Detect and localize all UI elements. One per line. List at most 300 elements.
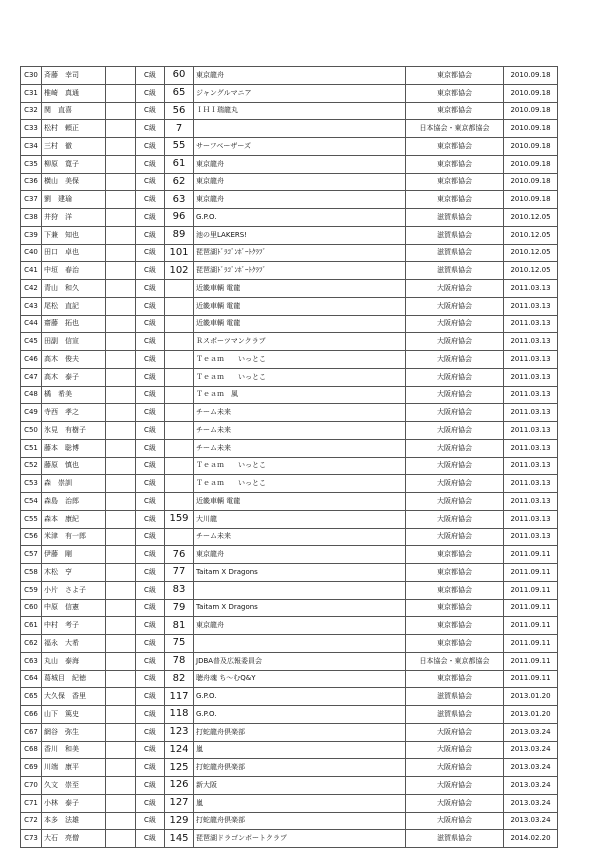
- association-cell: 東京都協会: [406, 84, 504, 102]
- association-cell: 東京都協会: [406, 617, 504, 635]
- date-cell: 2011.03.13: [504, 422, 558, 440]
- row-id-cell: C63: [21, 652, 42, 670]
- blank-cell: [106, 546, 136, 564]
- association-cell: 大阪府協会: [406, 315, 504, 333]
- row-id-cell: C61: [21, 617, 42, 635]
- team-cell: 嵐: [194, 741, 406, 759]
- row-id-cell: C38: [21, 209, 42, 227]
- date-cell: 2013.03.24: [504, 812, 558, 830]
- team-cell: 近畿車輌 電龍: [194, 297, 406, 315]
- association-cell: 滋賀県協会: [406, 830, 504, 848]
- name-cell: 小片 さよ子: [42, 581, 106, 599]
- name-cell: 大石 亮僧: [42, 830, 106, 848]
- name-cell: 本多 法雄: [42, 812, 106, 830]
- table-row: [21, 244, 558, 262]
- number-cell: [165, 297, 194, 315]
- row-id-cell: C72: [21, 812, 42, 830]
- association-cell: 大阪府協会: [406, 723, 504, 741]
- blank-cell: [106, 617, 136, 635]
- table-row: [21, 528, 558, 546]
- blank-cell: [106, 812, 136, 830]
- table-row: [21, 706, 558, 724]
- date-cell: 2010.12.05: [504, 226, 558, 244]
- association-cell: 東京都協会: [406, 564, 504, 582]
- date-cell: 2010.09.18: [504, 84, 558, 102]
- name-cell: 網谷 弥生: [42, 723, 106, 741]
- association-cell: 東京都協会: [406, 635, 504, 653]
- row-id-cell: C57: [21, 546, 42, 564]
- number-cell: 96: [165, 209, 194, 227]
- name-cell: 藤本 聡博: [42, 439, 106, 457]
- date-cell: 2014.02.20: [504, 830, 558, 848]
- referee-roster-table: [20, 66, 558, 848]
- association-cell: 大阪府協会: [406, 439, 504, 457]
- table-row: [21, 741, 558, 759]
- date-cell: 2010.09.18: [504, 191, 558, 209]
- grade-cell: C級: [136, 155, 165, 173]
- team-cell: 東京龍舟: [194, 155, 406, 173]
- name-cell: 木松 亨: [42, 564, 106, 582]
- grade-cell: C級: [136, 723, 165, 741]
- blank-cell: [106, 422, 136, 440]
- grade-cell: C級: [136, 191, 165, 209]
- table-row: [21, 439, 558, 457]
- association-cell: 東京都協会: [406, 581, 504, 599]
- grade-cell: C級: [136, 209, 165, 227]
- grade-cell: C級: [136, 297, 165, 315]
- number-cell: [165, 280, 194, 298]
- row-id-cell: C39: [21, 226, 42, 244]
- row-id-cell: C58: [21, 564, 42, 582]
- name-cell: 伊藤 剛: [42, 546, 106, 564]
- association-cell: 大阪府協会: [406, 741, 504, 759]
- name-cell: 小林 泰子: [42, 794, 106, 812]
- row-id-cell: C55: [21, 510, 42, 528]
- table-body: [21, 67, 558, 848]
- date-cell: 2011.09.11: [504, 652, 558, 670]
- team-cell: 東京龍舟: [194, 191, 406, 209]
- table-row: [21, 67, 558, 85]
- team-cell: 近畿車輌 電龍: [194, 280, 406, 298]
- table-row: [21, 84, 558, 102]
- blank-cell: [106, 386, 136, 404]
- table-row: [21, 351, 558, 369]
- date-cell: 2010.09.18: [504, 138, 558, 156]
- team-cell: 東京龍舟: [194, 546, 406, 564]
- date-cell: 2010.09.18: [504, 173, 558, 191]
- team-cell: Ｒスポーツマンクラブ: [194, 333, 406, 351]
- row-id-cell: C65: [21, 688, 42, 706]
- row-id-cell: C73: [21, 830, 42, 848]
- row-id-cell: C53: [21, 475, 42, 493]
- row-id-cell: C51: [21, 439, 42, 457]
- blank-cell: [106, 67, 136, 85]
- date-cell: 2011.03.13: [504, 510, 558, 528]
- grade-cell: C級: [136, 138, 165, 156]
- date-cell: 2011.03.13: [504, 297, 558, 315]
- team-cell: サーフベーザーズ: [194, 138, 406, 156]
- number-cell: 75: [165, 635, 194, 653]
- blank-cell: [106, 102, 136, 120]
- team-cell: 聴舟魂 ち〜むQ&Y: [194, 670, 406, 688]
- number-cell: 102: [165, 262, 194, 280]
- grade-cell: C級: [136, 262, 165, 280]
- date-cell: 2011.03.13: [504, 280, 558, 298]
- row-id-cell: C54: [21, 493, 42, 511]
- number-cell: 126: [165, 777, 194, 795]
- grade-cell: C級: [136, 510, 165, 528]
- blank-cell: [106, 794, 136, 812]
- date-cell: 2013.01.20: [504, 706, 558, 724]
- association-cell: 大阪府協会: [406, 777, 504, 795]
- table-row: [21, 670, 558, 688]
- association-cell: 東京都協会: [406, 191, 504, 209]
- grade-cell: C級: [136, 404, 165, 422]
- row-id-cell: C34: [21, 138, 42, 156]
- team-cell: 琵琶湖ﾄﾞﾗｺﾞﾝﾎﾞｰﾄｸﾗﾌﾞ: [194, 262, 406, 280]
- blank-cell: [106, 493, 136, 511]
- number-cell: [165, 368, 194, 386]
- table-row: [21, 457, 558, 475]
- blank-cell: [106, 670, 136, 688]
- association-cell: 日本協会・東京都協会: [406, 120, 504, 138]
- name-cell: 尾松 直記: [42, 297, 106, 315]
- association-cell: 大阪府協会: [406, 422, 504, 440]
- table-row: [21, 209, 558, 227]
- name-cell: 田副 信宣: [42, 333, 106, 351]
- association-cell: 東京都協会: [406, 155, 504, 173]
- association-cell: 東京都協会: [406, 599, 504, 617]
- association-cell: 滋賀県協会: [406, 244, 504, 262]
- team-cell: [194, 120, 406, 138]
- date-cell: 2011.09.11: [504, 599, 558, 617]
- date-cell: 2013.03.24: [504, 777, 558, 795]
- team-cell: 嵐: [194, 794, 406, 812]
- table-row: [21, 226, 558, 244]
- table-row: [21, 404, 558, 422]
- date-cell: 2010.12.05: [504, 209, 558, 227]
- number-cell: 124: [165, 741, 194, 759]
- blank-cell: [106, 173, 136, 191]
- number-cell: [165, 475, 194, 493]
- blank-cell: [106, 741, 136, 759]
- number-cell: 145: [165, 830, 194, 848]
- team-cell: 東京龍舟: [194, 617, 406, 635]
- date-cell: 2010.09.18: [504, 102, 558, 120]
- table-row: [21, 475, 558, 493]
- row-id-cell: C44: [21, 315, 42, 333]
- table-row: [21, 546, 558, 564]
- number-cell: 123: [165, 723, 194, 741]
- blank-cell: [106, 191, 136, 209]
- row-id-cell: C40: [21, 244, 42, 262]
- table-row: [21, 759, 558, 777]
- grade-cell: C級: [136, 475, 165, 493]
- grade-cell: C級: [136, 546, 165, 564]
- name-cell: 高木 泰子: [42, 368, 106, 386]
- grade-cell: C級: [136, 120, 165, 138]
- table-row: [21, 138, 558, 156]
- grade-cell: C級: [136, 635, 165, 653]
- blank-cell: [106, 528, 136, 546]
- grade-cell: C級: [136, 84, 165, 102]
- table-row: [21, 652, 558, 670]
- number-cell: 76: [165, 546, 194, 564]
- blank-cell: [106, 457, 136, 475]
- table-row: [21, 155, 558, 173]
- association-cell: 滋賀県協会: [406, 226, 504, 244]
- grade-cell: C級: [136, 280, 165, 298]
- association-cell: 日本協会・東京都協会: [406, 652, 504, 670]
- blank-cell: [106, 84, 136, 102]
- date-cell: 2011.09.11: [504, 635, 558, 653]
- date-cell: 2011.09.11: [504, 670, 558, 688]
- team-cell: チーム未来: [194, 528, 406, 546]
- date-cell: 2010.09.18: [504, 67, 558, 85]
- row-id-cell: C52: [21, 457, 42, 475]
- row-id-cell: C30: [21, 67, 42, 85]
- date-cell: 2010.09.18: [504, 155, 558, 173]
- row-id-cell: C50: [21, 422, 42, 440]
- date-cell: 2011.03.13: [504, 439, 558, 457]
- association-cell: 滋賀県協会: [406, 706, 504, 724]
- blank-cell: [106, 262, 136, 280]
- table-row: [21, 368, 558, 386]
- date-cell: 2011.03.13: [504, 493, 558, 511]
- grade-cell: C級: [136, 581, 165, 599]
- name-cell: 柳原 寛子: [42, 155, 106, 173]
- grade-cell: C級: [136, 741, 165, 759]
- team-cell: 打蛇龍舟倶楽部: [194, 759, 406, 777]
- row-id-cell: C71: [21, 794, 42, 812]
- number-cell: [165, 315, 194, 333]
- number-cell: 78: [165, 652, 194, 670]
- blank-cell: [106, 581, 136, 599]
- blank-cell: [106, 226, 136, 244]
- table-row: [21, 581, 558, 599]
- association-cell: 東京都協会: [406, 173, 504, 191]
- grade-cell: C級: [136, 457, 165, 475]
- row-id-cell: C33: [21, 120, 42, 138]
- name-cell: 椎崎 真通: [42, 84, 106, 102]
- blank-cell: [106, 244, 136, 262]
- team-cell: 新大阪: [194, 777, 406, 795]
- table-row: [21, 777, 558, 795]
- association-cell: 大阪府協会: [406, 351, 504, 369]
- association-cell: 東京都協会: [406, 670, 504, 688]
- association-cell: 大阪府協会: [406, 493, 504, 511]
- name-cell: 橘 希美: [42, 386, 106, 404]
- association-cell: 滋賀県協会: [406, 209, 504, 227]
- association-cell: 大阪府協会: [406, 297, 504, 315]
- number-cell: 127: [165, 794, 194, 812]
- number-cell: [165, 333, 194, 351]
- row-id-cell: C43: [21, 297, 42, 315]
- name-cell: 香川 和美: [42, 741, 106, 759]
- table-row: [21, 635, 558, 653]
- name-cell: 氷見 有樹子: [42, 422, 106, 440]
- number-cell: [165, 439, 194, 457]
- number-cell: 118: [165, 706, 194, 724]
- team-cell: 池の里LAKERS!: [194, 226, 406, 244]
- grade-cell: C級: [136, 226, 165, 244]
- blank-cell: [106, 777, 136, 795]
- name-cell: 田口 卓也: [42, 244, 106, 262]
- number-cell: 61: [165, 155, 194, 173]
- blank-cell: [106, 315, 136, 333]
- team-cell: 東京龍舟: [194, 67, 406, 85]
- blank-cell: [106, 635, 136, 653]
- association-cell: 大阪府協会: [406, 812, 504, 830]
- team-cell: 琵琶湖ドラゴンボートクラブ: [194, 830, 406, 848]
- row-id-cell: C36: [21, 173, 42, 191]
- date-cell: 2011.03.13: [504, 457, 558, 475]
- table-row: [21, 386, 558, 404]
- name-cell: 久文 崇至: [42, 777, 106, 795]
- date-cell: 2011.03.13: [504, 351, 558, 369]
- grade-cell: C級: [136, 315, 165, 333]
- grade-cell: C級: [136, 528, 165, 546]
- table-row: [21, 262, 558, 280]
- name-cell: 森本 康紀: [42, 510, 106, 528]
- association-cell: 大阪府協会: [406, 368, 504, 386]
- blank-cell: [106, 280, 136, 298]
- association-cell: 大阪府協会: [406, 457, 504, 475]
- name-cell: 福永 大希: [42, 635, 106, 653]
- blank-cell: [106, 688, 136, 706]
- association-cell: 東京都協会: [406, 67, 504, 85]
- grade-cell: C級: [136, 386, 165, 404]
- date-cell: 2013.03.24: [504, 794, 558, 812]
- team-cell: Ｔｅａｍ いっとこ: [194, 457, 406, 475]
- row-id-cell: C62: [21, 635, 42, 653]
- grade-cell: C級: [136, 102, 165, 120]
- number-cell: 89: [165, 226, 194, 244]
- name-cell: 寺西 孝之: [42, 404, 106, 422]
- table-row: [21, 315, 558, 333]
- row-id-cell: C66: [21, 706, 42, 724]
- table-row: [21, 297, 558, 315]
- name-cell: 中垣 春治: [42, 262, 106, 280]
- grade-cell: C級: [136, 493, 165, 511]
- name-cell: 横山 美保: [42, 173, 106, 191]
- blank-cell: [106, 138, 136, 156]
- blank-cell: [106, 209, 136, 227]
- number-cell: [165, 404, 194, 422]
- number-cell: 83: [165, 581, 194, 599]
- row-id-cell: C32: [21, 102, 42, 120]
- association-cell: 大阪府協会: [406, 404, 504, 422]
- team-cell: JDBA普及広報委員会: [194, 652, 406, 670]
- date-cell: 2011.09.11: [504, 617, 558, 635]
- team-cell: G.P.O.: [194, 209, 406, 227]
- number-cell: 7: [165, 120, 194, 138]
- date-cell: 2011.03.13: [504, 475, 558, 493]
- name-cell: 大久保 香里: [42, 688, 106, 706]
- number-cell: [165, 493, 194, 511]
- row-id-cell: C46: [21, 351, 42, 369]
- team-cell: [194, 635, 406, 653]
- number-cell: [165, 351, 194, 369]
- number-cell: 62: [165, 173, 194, 191]
- date-cell: 2011.09.11: [504, 564, 558, 582]
- number-cell: [165, 422, 194, 440]
- name-cell: 齋藤 拓也: [42, 315, 106, 333]
- blank-cell: [106, 297, 136, 315]
- name-cell: 丸山 泰海: [42, 652, 106, 670]
- name-cell: 米津 有一郎: [42, 528, 106, 546]
- date-cell: 2011.03.13: [504, 528, 558, 546]
- number-cell: 60: [165, 67, 194, 85]
- table-row: [21, 723, 558, 741]
- team-cell: Ｔｅａｍ いっとこ: [194, 351, 406, 369]
- name-cell: 山下 篤史: [42, 706, 106, 724]
- team-cell: 東京龍舟: [194, 173, 406, 191]
- team-cell: 打蛇龍舟倶楽部: [194, 812, 406, 830]
- number-cell: 117: [165, 688, 194, 706]
- name-cell: 斉藤 幸司: [42, 67, 106, 85]
- team-cell: Ｔｅａｍ いっとこ: [194, 475, 406, 493]
- team-cell: [194, 581, 406, 599]
- row-id-cell: C45: [21, 333, 42, 351]
- row-id-cell: C37: [21, 191, 42, 209]
- row-id-cell: C41: [21, 262, 42, 280]
- grade-cell: C級: [136, 706, 165, 724]
- name-cell: 中原 信憲: [42, 599, 106, 617]
- number-cell: 77: [165, 564, 194, 582]
- date-cell: 2011.03.13: [504, 315, 558, 333]
- date-cell: 2011.03.13: [504, 386, 558, 404]
- team-cell: Taitam X Dragons: [194, 564, 406, 582]
- number-cell: 56: [165, 102, 194, 120]
- association-cell: 大阪府協会: [406, 333, 504, 351]
- number-cell: 63: [165, 191, 194, 209]
- date-cell: 2013.03.24: [504, 741, 558, 759]
- table-row: [21, 510, 558, 528]
- grade-cell: C級: [136, 333, 165, 351]
- blank-cell: [106, 510, 136, 528]
- grade-cell: C級: [136, 759, 165, 777]
- name-cell: 高木 俊夫: [42, 351, 106, 369]
- team-cell: ＩＨＩ瑞龍丸: [194, 102, 406, 120]
- date-cell: 2013.03.24: [504, 723, 558, 741]
- date-cell: 2011.03.13: [504, 368, 558, 386]
- association-cell: 大阪府協会: [406, 475, 504, 493]
- blank-cell: [106, 368, 136, 386]
- grade-cell: C級: [136, 173, 165, 191]
- number-cell: 65: [165, 84, 194, 102]
- blank-cell: [106, 706, 136, 724]
- number-cell: 159: [165, 510, 194, 528]
- number-cell: 129: [165, 812, 194, 830]
- number-cell: 125: [165, 759, 194, 777]
- date-cell: 2013.01.20: [504, 688, 558, 706]
- blank-cell: [106, 564, 136, 582]
- team-cell: Ｔｅａｍ いっとこ: [194, 368, 406, 386]
- blank-cell: [106, 723, 136, 741]
- association-cell: 大阪府協会: [406, 280, 504, 298]
- row-id-cell: C42: [21, 280, 42, 298]
- number-cell: 55: [165, 138, 194, 156]
- number-cell: [165, 457, 194, 475]
- blank-cell: [106, 599, 136, 617]
- grade-cell: C級: [136, 652, 165, 670]
- team-cell: チーム未来: [194, 404, 406, 422]
- blank-cell: [106, 404, 136, 422]
- date-cell: 2011.03.13: [504, 333, 558, 351]
- blank-cell: [106, 652, 136, 670]
- team-cell: 近畿車輌 電龍: [194, 315, 406, 333]
